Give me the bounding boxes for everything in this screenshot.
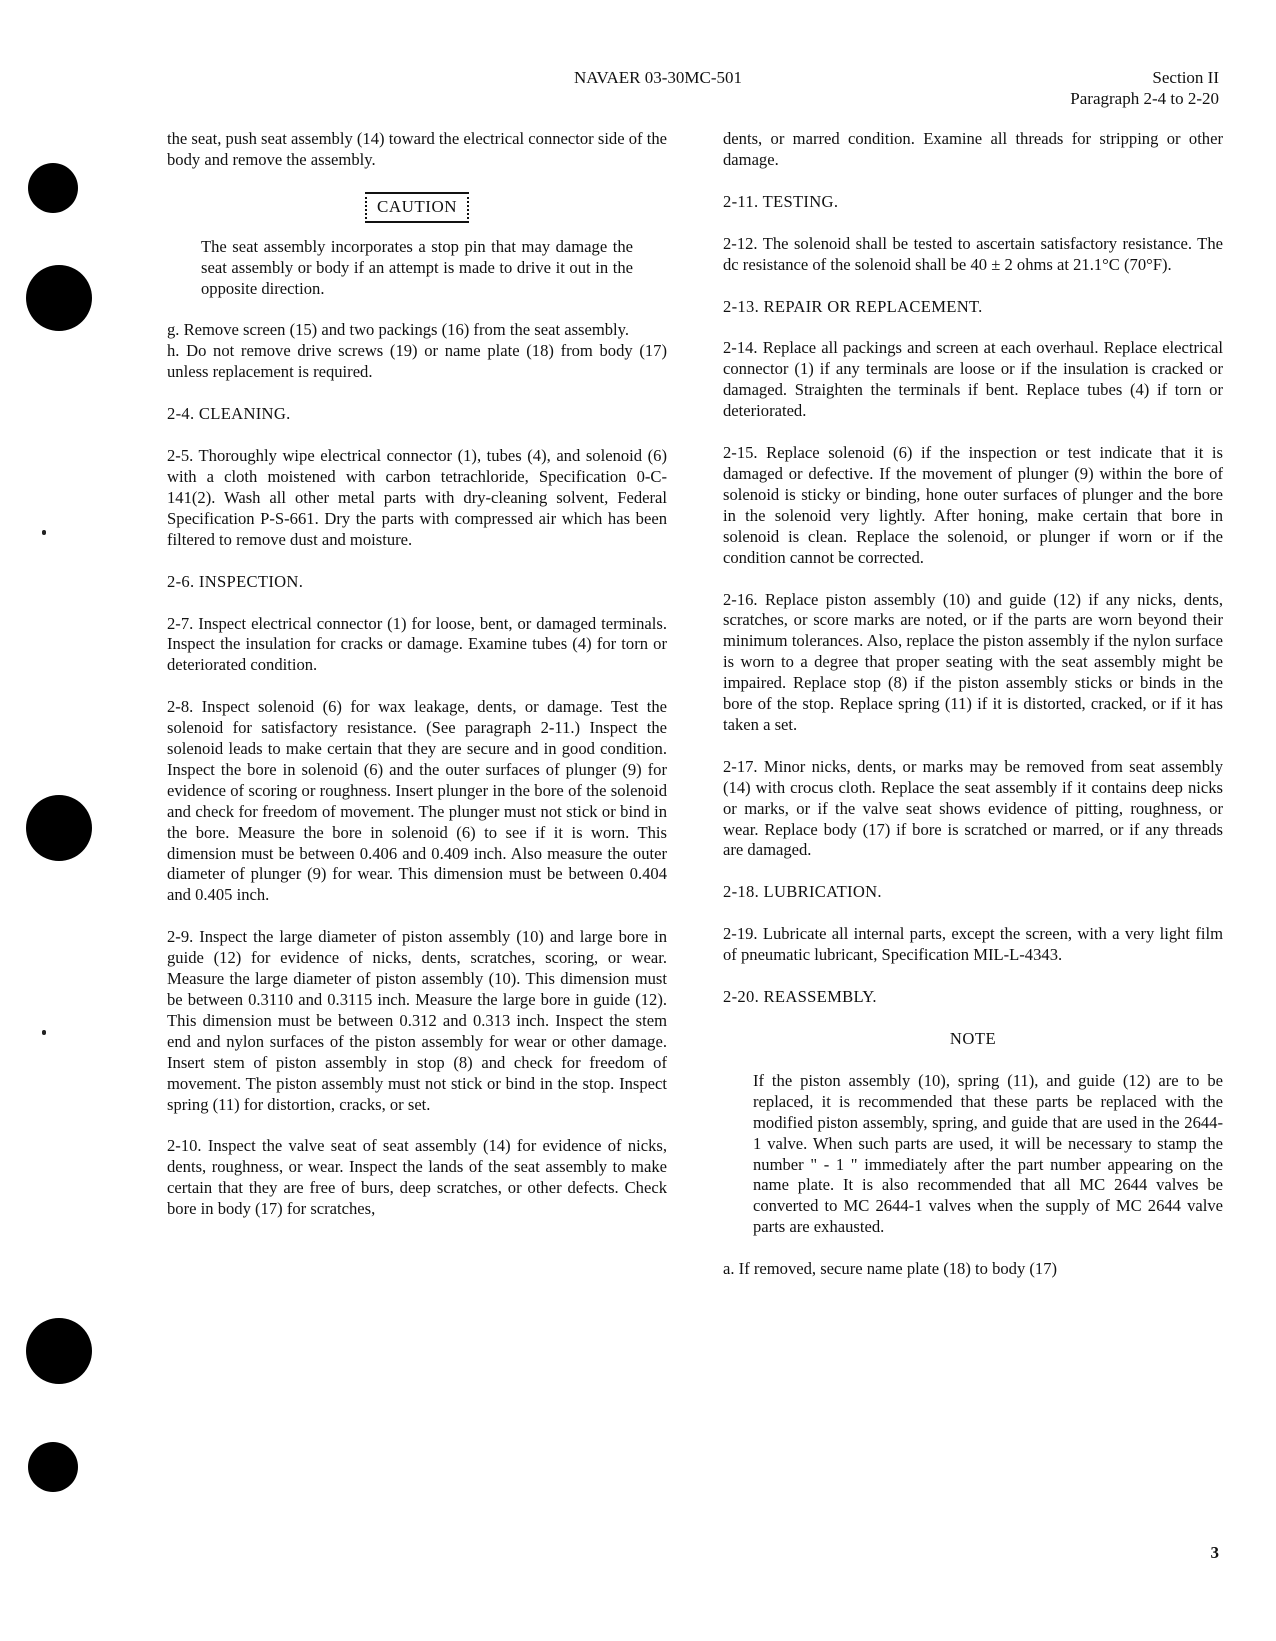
binder-hole: [28, 163, 78, 213]
paragraph-2-8: 2-8. Inspect solenoid (6) for wax leakage, dents, or damage. Test the solenoid for satisfactory resistance. (See paragraph 2-11.) Inspect the solenoid leads to make certain that they are secure and in good condition. Inspect the bore in solenoid (6) and the outer surfaces of plunger (9) for evidence of scoring or roughness. Insert plunger in the bore of the solenoid and check for freedom of movement. The plunger must not stick or bind in the bore. Measure the bore in solenoid (6) to see if it is worn. This dimension must be between 0.406 and 0.409 inch. Also measure the outer diameter of plunger (9) for wear. This dimension must be between 0.404 and 0.405 inch.: [167, 697, 667, 905]
caution-text: The seat assembly incorporates a stop pin that may damage the seat assembly or body if an attempt is made to drive it out in the opposite direction.: [201, 236, 633, 298]
paragraph-2-17: 2-17. Minor nicks, dents, or marks may be removed from seat assembly (14) with crocus cloth. Replace the seat assembly if it contains deep nicks or marks, or if the valve seat shows evidence of pitting, roughness, or wear. Replace body (17) if bore is scratched or marred, or if any threads are damaged.: [723, 756, 1223, 860]
document-number: NAVAER 03-30MC-501: [574, 68, 742, 87]
heading-inspection: 2-6. INSPECTION.: [167, 571, 304, 591]
paragraph-2-12: 2-12. The solenoid shall be tested to ascertain satisfactory resistance. The dc resistance of the solenoid shall be 40 ± 2 ohms at 21.1°C (70°F).: [723, 233, 1223, 274]
scan-speck: [42, 530, 46, 535]
caution-box: [167, 192, 667, 223]
left-column: [167, 129, 667, 1241]
paragraph-2-9: 2-9. Inspect the large diameter of piston assembly (10) and large bore in guide (12) for evidence of nicks, dents, scratches, scoring, or wear. Measure the large diameter of piston assembly (10). This dimension must be between 0.3110 and 0.3115 inch. Measure the large bore in guide (12). This dimension must be between 0.312 and 0.313 inch. Inspect the stem end and nylon surfaces of the piston assembly for wear or other damage. Insert stem of piston assembly in stop (8) and check for freedom of movement. The piston assembly must not stick or bind in the stop. Inspect spring (11) for distortion, cracks, or set.: [167, 927, 667, 1114]
heading-reassembly: 2-20. REASSEMBLY.: [723, 987, 877, 1007]
page-number: 3: [1210, 1543, 1219, 1562]
binder-hole: [26, 265, 92, 331]
note-text: If the piston assembly (10), spring (11), and guide (12) are to be replaced, it is recommended that these parts be replaced with the modified piston assembly, spring, and guide that are used in the 2644-1 valve. When such parts are used, it will be necessary to stamp the number " - 1 " immediately after the part number appearing on the name plate. It is also recommended that all MC 2644 valves be converted to MC 2644-1 valves when the supply of MC 2644 valve parts are exhausted.: [753, 1070, 1223, 1237]
step-a: a. If removed, secure name plate (18) to body (17): [723, 1259, 1058, 1279]
binder-hole: [26, 1318, 92, 1384]
heading-cleaning: 2-4. CLEANING.: [167, 404, 291, 424]
paragraph-2-5: 2-5. Thoroughly wipe electrical connector (1), tubes (4), and solenoid (6) with a cloth moistened with carbon tetrachloride, Specification 0-C-141(2). Wash all other metal parts with dry-cleaning solvent, Federal Specification P-S-661. Dry the parts with compressed air which has been filtered to remove dust and moisture.: [167, 446, 667, 549]
right-column: [723, 129, 1223, 1301]
note-label: NOTE: [949, 1029, 997, 1048]
section-label: Section II: [1152, 68, 1219, 87]
heading-lubrication: 2-18. LUBRICATION.: [723, 882, 882, 902]
paragraph-2-10: 2-10. Inspect the valve seat of seat assembly (14) for evidence of nicks, dents, roughness, or wear. Inspect the lands of the seat assembly to make certain that they are free of burs, deep scratches, or other defects. Check bore in body (17) for scratches,: [167, 1136, 667, 1219]
paragraph-range: Paragraph 2-4 to 2-20: [1070, 89, 1219, 108]
binder-hole: [28, 1442, 78, 1492]
paragraph-2-16: 2-16. Replace piston assembly (10) and guide (12) if any nicks, dents, scratches, or score marks are noted, or if the parts are worn beyond their minimum tolerances. Also, replace the piston assembly if the nylon surface is worn to a degree that proper seating with the seat assembly might be impaired. Replace stop (8) if the piston assembly sticks or binds in the bore of the stop. Replace spring (11) if it is distorted, cracked, or if it has taken a set.: [723, 589, 1223, 734]
step-g: g. Remove screen (15) and two packings (16) from the seat assembly.: [167, 320, 630, 340]
paragraph-2-15: 2-15. Replace solenoid (6) if the inspection or test indicate that it is damaged or defective. If the movement of plunger (9) within the bore of solenoid is sticky or binding, hone outer surfaces of plunger and the bore in the solenoid very lightly. After honing, make certain that bore in solenoid is clean. Replace the solenoid, or plunger if worn or if the condition cannot be corrected.: [723, 443, 1223, 567]
heading-repair: 2-13. REPAIR OR REPLACEMENT.: [723, 296, 983, 316]
step-h: h. Do not remove drive screws (19) or name plate (18) from body (17) unless replacement is required.: [167, 341, 667, 382]
caution-label: CAUTION: [365, 192, 469, 223]
paragraph-2-7: 2-7. Inspect electrical connector (1) for loose, bent, or damaged terminals. Inspect the insulation for cracks or damage. Examine tubes (4) for torn or deteriorated condition.: [167, 613, 667, 675]
paragraph-continuation: the seat, push seat assembly (14) toward the electrical connector side of the body and remove the assembly.: [167, 129, 667, 169]
paragraph-2-19: 2-19. Lubricate all internal parts, except the screen, with a very light film of pneumatic lubricant, Specification MIL-L-4343.: [723, 924, 1223, 965]
paragraph-continuation-right: dents, or marred condition. Examine all threads for stripping or other damage.: [723, 129, 1223, 169]
paragraph-2-14: 2-14. Replace all packings and screen at each overhaul. Replace electrical connector (1) if any terminals are loose or if the insulation is cracked or damaged. Straighten the terminals if bent. Replace tubes (4) if torn or deteriorated.: [723, 338, 1223, 421]
heading-testing: 2-11. TESTING.: [723, 191, 839, 211]
scan-speck: [42, 1030, 46, 1035]
binder-hole: [26, 795, 92, 861]
